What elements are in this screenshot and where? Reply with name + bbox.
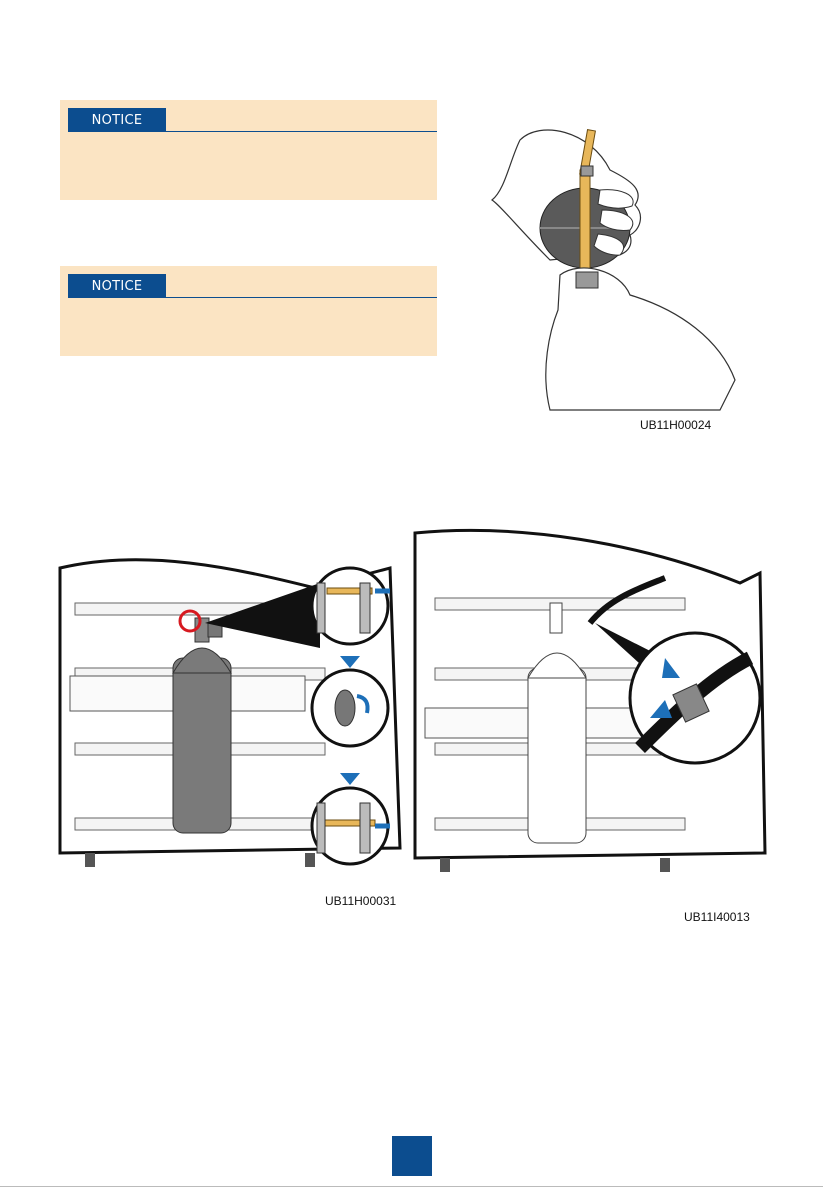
figure-code: UB11I40013 [684,910,750,924]
notice-divider [166,131,437,132]
figure-code: UB11H00031 [325,894,397,908]
notice-box-2 [60,266,437,356]
page-number-badge [392,1136,432,1176]
figure-code: UB11H00024 [640,418,712,432]
cabinet-hose-illustration [410,528,770,893]
notice-tag: NOTICE [68,274,166,298]
notice-box-1 [60,100,437,200]
notice-divider [166,297,437,298]
page-bottom-divider [0,1186,823,1187]
gloved-hands-illustration [480,110,740,415]
notice-tag: NOTICE [68,108,166,132]
cabinet-cylinder-illustration [55,548,400,878]
